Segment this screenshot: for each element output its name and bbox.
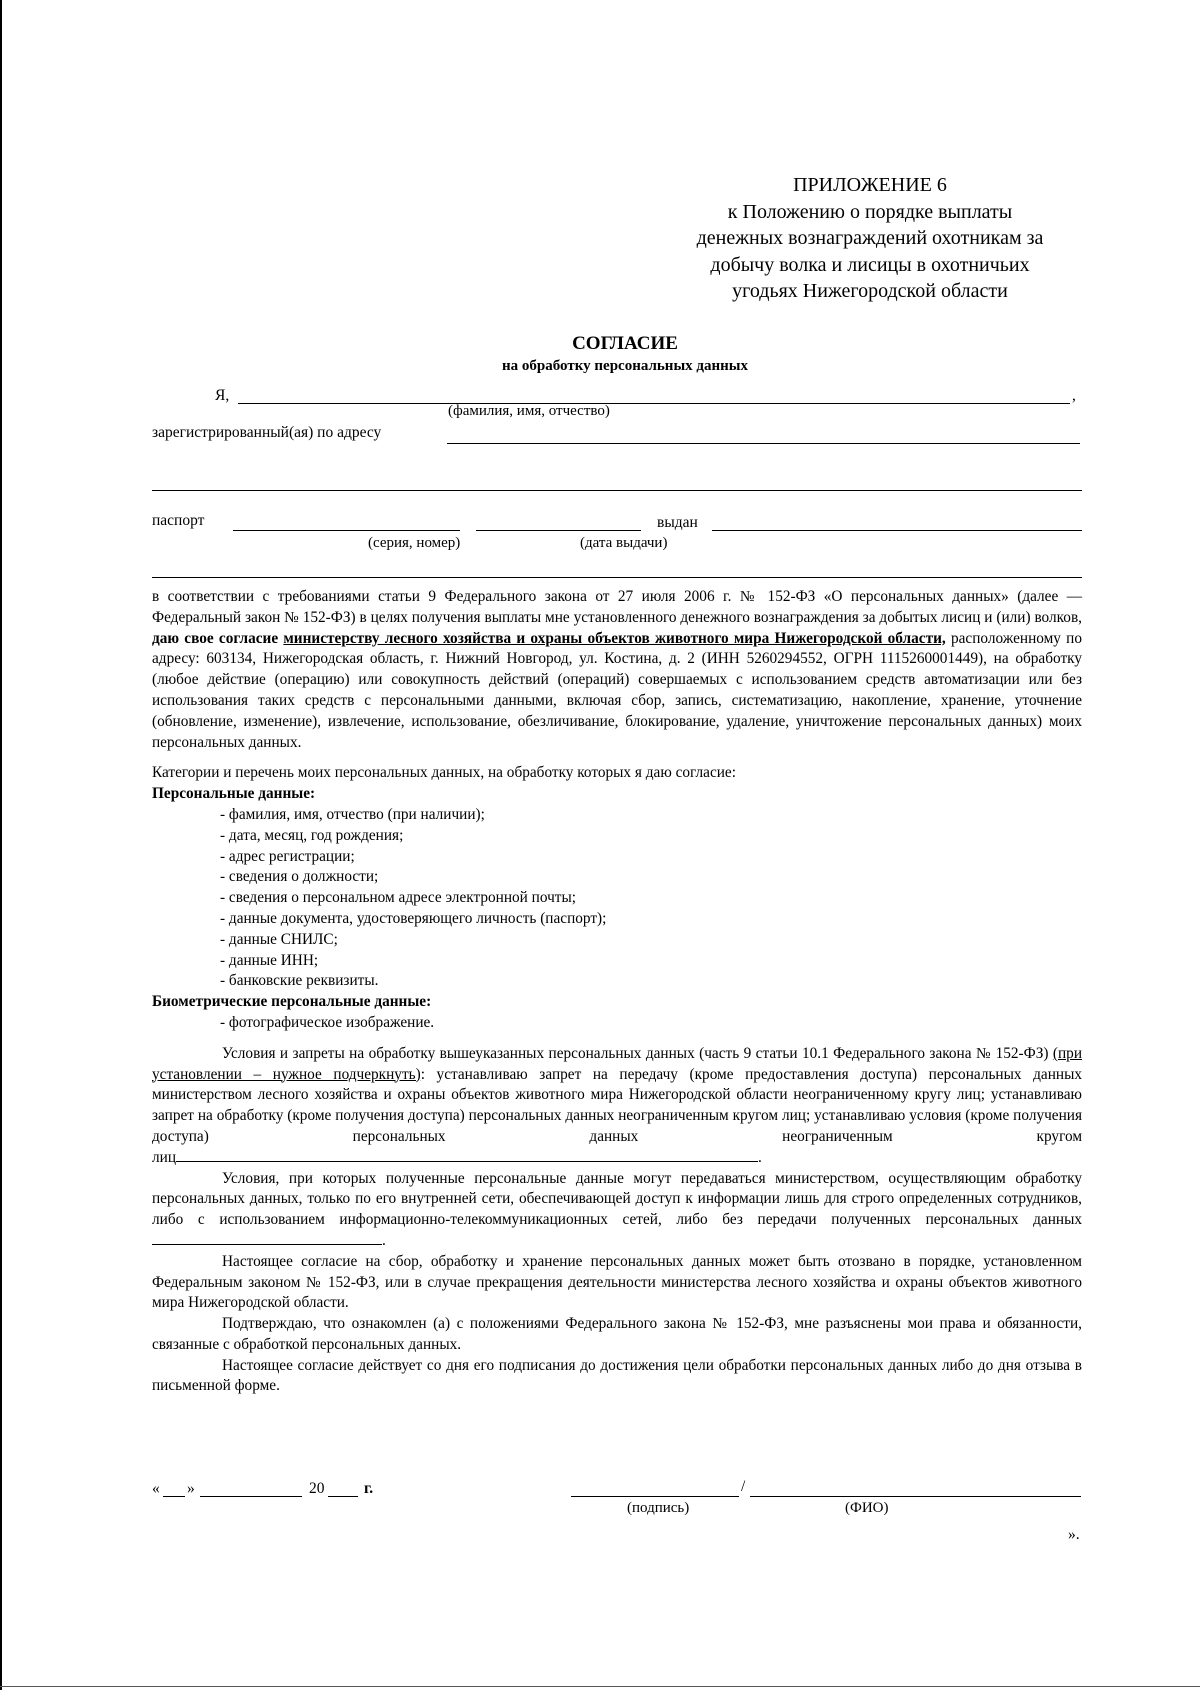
- text-bold: даю свое согласие: [152, 629, 279, 647]
- list-item: - дата, месяц, год рождения;: [220, 826, 404, 844]
- year-prefix: 20: [309, 1480, 325, 1497]
- series-caption: (серия, номер): [368, 535, 461, 551]
- list-item: - данные СНИЛС;: [220, 930, 338, 948]
- consent-paragraph: [152, 587, 1082, 753]
- passport-date-field[interactable]: [476, 530, 641, 531]
- personal-heading: Персональные данные:: [152, 785, 316, 803]
- month-field[interactable]: [200, 1496, 302, 1497]
- text: Условия, при которых полученные персональные данные могут передаваться министерством, осуществляющим обработку персональных данных, только по его внутренней сети, обеспечивающей доступ к информации лишь для строго определенных сотрудников, либо с использованием информационно-телекоммуникационных сетей, либо без передачи полученных персональных данных: [152, 1169, 1082, 1229]
- text: : устанавливаю запрет на передачу (кроме предоставления доступа) персональных данных министерством лесного хозяйства и охраны объектов животного мира Нижегородской области неограниченному кругу лиц; устанавливаю запрет на обработку (кроме получения доступа) персональных данных неограниченным кругом лиц; устанавливаю условия (кроме получения доступа) персональных данных неограниченным кругом: [152, 1065, 1083, 1145]
- fio-signature-caption: (ФИО): [845, 1500, 889, 1516]
- transfer-paragraph: Условия, при которых полученные персональные данные могут передаваться министерством, осуществляющим обработку персональных данных, только по его внутренней сети, обеспечивающей доступ к информации лишь для строго определенных сотрудников, либо с использованием информационно-телекоммуникационных сетей, либо без передачи полученных персональных данных .: [152, 1169, 1082, 1249]
- conditions-paragraph: [152, 1044, 1082, 1148]
- conditions-field[interactable]: [176, 1149, 758, 1162]
- text: Условия и запреты на обработку вышеуказанных персональных данных (часть 9 статьи 10.1 Федерального закона № 152-ФЗ): [222, 1044, 1049, 1062]
- passport-series-field[interactable]: [233, 530, 460, 531]
- text: расположенному по адресу: 603134, Нижегородская область, г. Нижний Новгород, ул. Костина, д. 2 (ИНН 5260294552, ОГРН 1115260001449), на обработку (любое действие (операцию) или совокупность действий (операций) совершаемых с использованием средств автоматизации или без использования таких средств с персональными данными, включая сбор, запись, систематизацию, накопление, хранение, уточнение (обновление, изменение), извлечение, использование, обезличивание, блокирование, удаление, уничтожение персональных данных) моих персональных данных.: [152, 629, 1083, 751]
- appendix-line: денежных вознаграждений охотникам за: [696, 227, 1044, 249]
- list-item: - данные документа, удостоверяющего личность (паспорт);: [220, 909, 607, 927]
- conditions-paragraph-end: лиц .: [152, 1148, 762, 1166]
- list-item: - сведения о персональном адресе электронной почты;: [220, 889, 577, 907]
- address-label: зарегистрированный(ая) по адресу: [152, 424, 382, 441]
- revocation-paragraph: Настоящее согласие на сбор, обработку и хранение персональных данных может быть отозвано в порядке, установленном Федеральным законом № 152-ФЗ, или в случае прекращения деятельности министерства лесного хозяйства и охраны объектов животного мира Нижегородской области.: [152, 1252, 1082, 1312]
- text: лиц: [152, 1148, 177, 1166]
- address-field[interactable]: [447, 443, 1080, 444]
- scan-bottom-edge: [0, 1686, 1200, 1687]
- appendix-header: [660, 172, 1080, 305]
- issued-label: выдан: [657, 514, 698, 531]
- issued-by-field-2[interactable]: [152, 577, 1082, 578]
- list-item: - банковские реквизиты.: [220, 972, 379, 990]
- consent-body: [152, 587, 1082, 1397]
- list-item: - сведения о должности;: [220, 868, 379, 886]
- list-item: - фотографическое изображение.: [220, 1013, 435, 1031]
- day-field[interactable]: [163, 1496, 185, 1497]
- categories-intro: Категории и перечень моих персональных данных, на обработку которых я даю согласие:: [152, 764, 736, 782]
- list-item: - адрес регистрации;: [220, 847, 355, 865]
- list-item: - фамилия, имя, отчество (при наличии);: [220, 805, 485, 823]
- year-suffix: г.: [364, 1480, 374, 1497]
- list-item: - данные ИНН;: [220, 951, 319, 969]
- ministry-name: министерству лесного хозяйства и охраны объектов животного мира Нижегородской области,: [283, 629, 946, 647]
- document-title: СОГЛАСИЕ: [572, 333, 678, 354]
- transfer-field[interactable]: [152, 1232, 382, 1245]
- address-field-2[interactable]: [152, 490, 1082, 491]
- validity-paragraph: Настоящее согласие действует со дня его подписания до достижения цели обработки персональных данных либо до дня отзыва в письменной форме.: [152, 1356, 1082, 1395]
- date-caption: (дата выдачи): [580, 535, 668, 551]
- confirmation-paragraph: Подтверждаю, что ознакомлен (а) с положениями Федерального закона № 152-ФЗ, мне разъяснены мои права и обязанности, связанные с обработкой персональных данных.: [152, 1315, 1082, 1353]
- comma: ,: [1072, 387, 1076, 404]
- i-label: Я,: [215, 387, 230, 404]
- year-field[interactable]: [328, 1496, 358, 1497]
- underline-hint: (при установлении – нужное подчеркнуть): [152, 1044, 1083, 1083]
- quote-close: »: [187, 1480, 195, 1497]
- quote-open: «: [152, 1480, 160, 1497]
- appendix-line: к Положению о порядке выплаты: [727, 200, 1013, 223]
- appendix-line: угодьях Нижегородской области: [732, 280, 1008, 302]
- appendix-line: добычу волка и лисицы в охотничьих: [710, 253, 1030, 276]
- appendix-number: ПРИЛОЖЕНИЕ 6: [793, 174, 947, 196]
- scan-edge: [0, 0, 2, 1690]
- text: в соответствии с требованиями статьи 9 Федерального закона от 27 июля 2006 г. № 152-ФЗ «О персональных данных» (далее — Федеральный закон № 152-ФЗ) в целях получения выплаты мне установленного денежного вознаграждения за добытых лисиц и (или) волков,: [152, 588, 1082, 626]
- fio-field[interactable]: [238, 403, 1070, 404]
- biometric-heading: Биометрические персональные данные:: [152, 993, 432, 1011]
- fio-caption: (фамилия, имя, отчество): [448, 403, 610, 419]
- slash: /: [741, 1478, 746, 1495]
- end-mark: ».: [1068, 1526, 1080, 1543]
- fio-signature-field[interactable]: [750, 1496, 1081, 1497]
- issued-by-field[interactable]: [712, 530, 1082, 531]
- document-subtitle: на обработку персональных данных: [502, 358, 748, 374]
- signature-field[interactable]: [571, 1496, 739, 1497]
- signature-caption: (подпись): [627, 1500, 690, 1516]
- passport-label: паспорт: [152, 512, 205, 529]
